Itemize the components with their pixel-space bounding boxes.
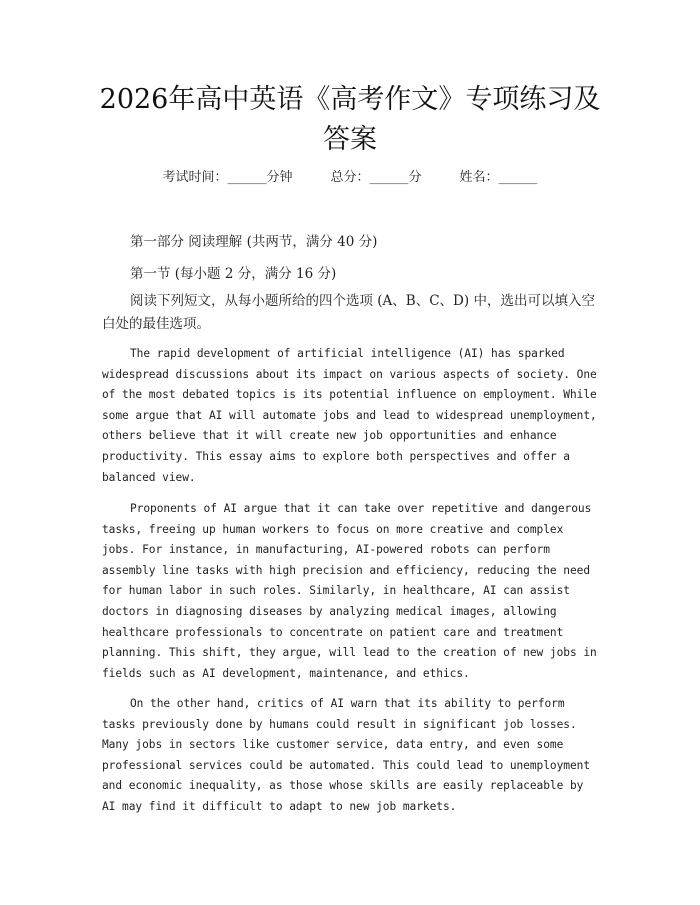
passage-paragraph: On the other hand, critics of AI warn that its ability to perform tasks previously done by humans could result in significant job losses. Many jobs in sectors like customer service, data entry, and even some professional services could be automated. This could lead to unemployment and economic inequality, as those whose skills are easily replaceable by AI may find it difficult to adapt to new job markets. xyxy=(102,697,591,813)
instruction-text: 阅读下列短文，从每小题所给的四个选项 (A、B、C、D) 中，选出可以填入空白处的最佳选项。 xyxy=(102,293,595,332)
section-heading: 第一节 (每小题 2 分，满分 16 分) xyxy=(130,266,337,282)
passage-paragraph: Proponents of AI argue that it can take over repetitive and dangerous tasks, freeing up human workers to focus on more creative and complex jobs. For instance, in manufacturing, AI-powered robots can perform assembly line tasks with high precision and efficiency, reducing the need for human labor in such roles. Similarly, in healthcare, AI can assist doctors in diagnosing diseases by analyzing medical images, allowing healthcare professionals to concentrate on patient care and treatment planning. This shift, they argue, will lead to the creation of new jobs in fields such as AI development, maintenance, and ethics. xyxy=(102,502,597,680)
exam-time-field: 考试时间：______分钟 xyxy=(162,170,293,185)
student-name-field: 姓名：______ xyxy=(459,170,538,185)
total-score-field: 总分：______分 xyxy=(330,170,422,185)
document-title: 2026年高中英语《高考作文》专项练习及答案 xyxy=(99,84,601,155)
exam-info-line xyxy=(0,166,700,185)
part-heading: 第一部分 阅读理解 (共两节，满分 40 分) xyxy=(130,234,378,250)
passage-paragraph: The rapid development of artificial intelligence (AI) has sparked widespread discussions about its impact on various aspects of society. One of the most debated topics is its potential influence on employment. While some argue that AI will automate jobs and lead to widespread unemployment, others believe that it will create new job opportunities and enhance productivity. This essay aims to explore both perspectives and offer a balanced view. xyxy=(102,347,597,484)
